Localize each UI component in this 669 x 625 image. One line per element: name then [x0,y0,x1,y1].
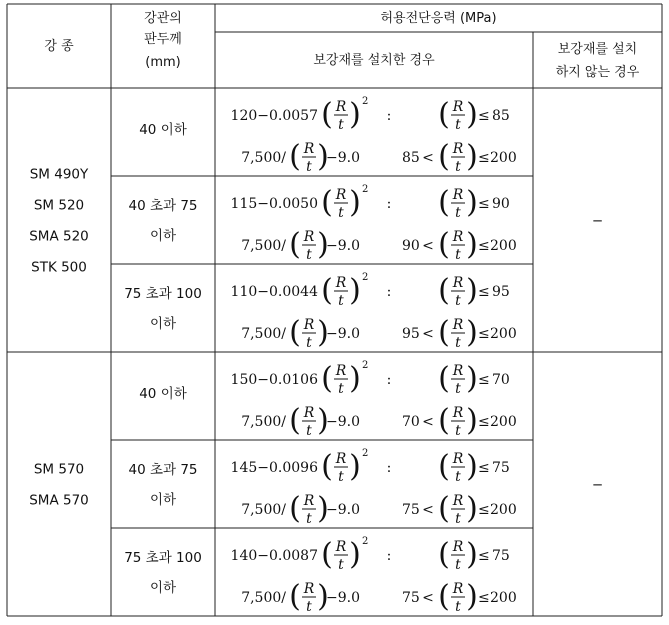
without-reinforcement-value: − [591,477,604,493]
right-paren: ) [466,315,478,350]
fraction-numerator: R [452,99,464,115]
fraction-numerator: R [303,581,315,597]
thickness-range: 이하 [149,228,177,244]
fraction-denominator: t [338,117,344,133]
fraction-numerator: R [303,141,315,157]
fraction-numerator: R [452,539,464,555]
left-paren: ( [289,315,301,350]
right-paren: ) [466,361,478,396]
right-paren: ) [466,579,478,614]
header-allowable-shear: 허용전단응력 (MPa) [380,11,497,26]
formula-1-coeff: 120−0.0057 [230,108,318,124]
fraction-numerator: R [303,493,315,509]
limit-value: 85 [492,108,510,124]
fraction-denominator: t [455,423,461,439]
upper-limit: 200 [490,238,517,254]
header-without-reinforcement: 하지 않는 경우 [555,65,640,80]
fraction-numerator: R [452,493,464,509]
right-paren: ) [466,185,478,220]
formula-separator: : [386,108,392,124]
formula-2-offset: −9.0 [326,326,360,342]
lt-symbol: < [422,326,434,342]
fraction-numerator: R [303,405,315,421]
fraction-denominator: t [455,159,461,175]
left-paren: ( [438,449,450,484]
thickness-range: 이하 [149,580,177,596]
left-paren: ( [289,227,301,262]
left-paren: ( [321,537,333,572]
steel-grade-label: SM 520 [33,197,85,214]
formula-2-coeff: 7,500/ [241,414,286,430]
fraction-r-over-t [321,96,368,133]
le-symbol: ≤ [478,414,490,430]
fraction-denominator: t [455,557,461,573]
right-paren: ) [317,403,329,438]
formula-1-coeff: 140−0.0087 [230,548,318,564]
le-symbol: ≤ [478,238,490,254]
right-paren: ) [466,537,478,572]
fraction-denominator: t [306,247,312,263]
thickness-range: 75 초과 100 [124,550,202,566]
formula-1-coeff: 150−0.0106 [230,372,318,388]
fraction-r-over-t [438,97,478,133]
fraction-numerator: R [335,99,347,115]
right-paren: ) [466,403,478,438]
exponent-2: 2 [362,272,369,283]
fraction-numerator: R [452,317,464,333]
fraction-r-over-t [321,184,368,221]
formula-2-offset: −9.0 [326,590,360,606]
fraction-denominator: t [306,599,312,615]
lower-limit: 90 [402,238,420,254]
le-symbol: ≤ [478,150,490,166]
fraction-r-over-t [289,139,329,175]
fraction-numerator: R [335,539,347,555]
fraction-numerator: R [452,229,464,245]
formula-2-coeff: 7,500/ [241,590,286,606]
right-paren: ) [466,139,478,174]
header-thickness-unit: (mm) [145,55,181,70]
thickness-range: 40 이하 [139,122,187,138]
fraction-r-over-t [438,185,478,221]
formula-2-offset: −9.0 [326,414,360,430]
fraction-denominator: t [455,205,461,221]
without-reinforcement-value: − [591,213,604,229]
fraction-r-over-t [289,403,329,439]
le-symbol: ≤ [478,326,490,342]
header-with-reinforcement: 보강재를 설치한 경우 [313,53,435,68]
formula-2-coeff: 7,500/ [241,238,286,254]
thickness-range: 이하 [149,316,177,332]
left-paren: ( [321,97,333,132]
le-symbol: ≤ [478,196,490,212]
fraction-denominator: t [455,293,461,309]
fraction-numerator: R [452,405,464,421]
lt-symbol: < [422,238,434,254]
right-paren: ) [317,139,329,174]
header-without-reinforcement: 보강재를 설치 [557,42,638,57]
fraction-numerator: R [335,363,347,379]
upper-limit: 200 [490,502,517,518]
left-paren: ( [321,361,333,396]
right-paren: ) [317,579,329,614]
lt-symbol: < [422,502,434,518]
left-paren: ( [321,449,333,484]
steel-grade-label: SMA 570 [29,492,89,509]
formula-2-coeff: 7,500/ [241,150,286,166]
right-paren: ) [317,315,329,350]
fraction-r-over-t [438,403,478,439]
right-paren: ) [317,227,329,262]
le-symbol: ≤ [478,372,490,388]
fraction-denominator: t [306,335,312,351]
lt-symbol: < [422,414,434,430]
formula-2-offset: −9.0 [326,150,360,166]
header-steel-grade: 강 종 [44,39,74,54]
lower-limit: 75 [402,590,420,606]
left-paren: ( [438,97,450,132]
formula-1-coeff: 145−0.0096 [230,460,318,476]
limit-value: 75 [492,548,510,564]
lower-limit: 85 [402,150,420,166]
fraction-denominator: t [455,599,461,615]
limit-value: 95 [492,284,510,300]
limit-value: 90 [492,196,510,212]
fraction-numerator: R [303,317,315,333]
fraction-denominator: t [338,205,344,221]
header-thickness: 강관의 [144,11,182,26]
left-paren: ( [438,537,450,572]
fraction-denominator: t [306,423,312,439]
fraction-r-over-t [438,491,478,527]
fraction-r-over-t [321,536,368,573]
left-paren: ( [438,185,450,220]
le-symbol: ≤ [478,284,490,300]
le-symbol: ≤ [478,548,490,564]
fraction-r-over-t [438,537,478,573]
fraction-denominator: t [338,557,344,573]
formula-1-coeff: 115−0.0050 [230,196,318,212]
thickness-range: 40 초과 75 [128,198,198,214]
left-paren: ( [438,579,450,614]
left-paren: ( [438,361,450,396]
lt-symbol: < [422,590,434,606]
limit-value: 70 [492,372,510,388]
fraction-denominator: t [455,117,461,133]
left-paren: ( [438,491,450,526]
right-paren: ) [466,491,478,526]
upper-limit: 200 [490,590,517,606]
thickness-range: 40 이하 [139,386,187,402]
fraction-r-over-t [289,491,329,527]
le-symbol: ≤ [478,108,490,124]
fraction-denominator: t [338,381,344,397]
fraction-denominator: t [455,247,461,263]
exponent-2: 2 [362,448,369,459]
formula-2-offset: −9.0 [326,238,360,254]
fraction-denominator: t [455,469,461,485]
lower-limit: 75 [402,502,420,518]
fraction-denominator: t [306,511,312,527]
exponent-2: 2 [362,536,369,547]
formula-2-offset: −9.0 [326,502,360,518]
le-symbol: ≤ [478,590,490,606]
fraction-numerator: R [452,581,464,597]
lower-limit: 95 [402,326,420,342]
right-paren: ) [349,537,361,572]
left-paren: ( [321,273,333,308]
fraction-r-over-t [438,139,478,175]
steel-grade-label: SM 570 [33,461,85,478]
le-symbol: ≤ [478,502,490,518]
formula-separator: : [386,372,392,388]
formula-2-coeff: 7,500/ [241,502,286,518]
fraction-r-over-t [438,361,478,397]
right-paren: ) [349,97,361,132]
fraction-numerator: R [335,451,347,467]
limit-value: 75 [492,460,510,476]
header-thickness: 판두께 [144,32,182,47]
right-paren: ) [349,449,361,484]
lower-limit: 70 [402,414,420,430]
thickness-range: 40 초과 75 [128,462,198,478]
left-paren: ( [438,273,450,308]
le-symbol: ≤ [478,460,490,476]
fraction-r-over-t [289,579,329,615]
right-paren: ) [349,361,361,396]
fraction-denominator: t [455,381,461,397]
fraction-numerator: R [335,187,347,203]
fraction-r-over-t [289,227,329,263]
thickness-range: 이하 [149,492,177,508]
fraction-r-over-t [321,272,368,309]
right-paren: ) [466,227,478,262]
fraction-r-over-t [438,315,478,351]
fraction-numerator: R [452,141,464,157]
right-paren: ) [466,273,478,308]
fraction-r-over-t [321,360,368,397]
fraction-r-over-t [321,448,368,485]
thickness-range: 75 초과 100 [124,286,202,302]
left-paren: ( [289,139,301,174]
fraction-r-over-t [438,579,478,615]
upper-limit: 200 [490,150,517,166]
fraction-numerator: R [452,275,464,291]
right-paren: ) [349,185,361,220]
right-paren: ) [317,491,329,526]
formula-separator: : [386,196,392,212]
upper-limit: 200 [490,326,517,342]
left-paren: ( [438,403,450,438]
left-paren: ( [321,185,333,220]
fraction-denominator: t [338,469,344,485]
formula-separator: : [386,460,392,476]
steel-grade-label: SMA 520 [29,228,89,245]
fraction-r-over-t [289,315,329,351]
fraction-denominator: t [455,335,461,351]
fraction-denominator: t [306,159,312,175]
lt-symbol: < [422,150,434,166]
formula-1-coeff: 110−0.0044 [230,284,318,300]
fraction-r-over-t [438,273,478,309]
left-paren: ( [438,315,450,350]
left-paren: ( [289,403,301,438]
steel-grade-label: SM 490Y [29,166,89,183]
exponent-2: 2 [362,360,369,371]
fraction-numerator: R [335,275,347,291]
fraction-denominator: t [338,293,344,309]
fraction-denominator: t [455,511,461,527]
exponent-2: 2 [362,96,369,107]
upper-limit: 200 [490,414,517,430]
fraction-r-over-t [438,449,478,485]
fraction-numerator: R [452,187,464,203]
fraction-numerator: R [452,451,464,467]
steel-grade-label: STK 500 [31,259,87,276]
fraction-r-over-t [438,227,478,263]
right-paren: ) [466,449,478,484]
right-paren: ) [466,97,478,132]
fraction-numerator: R [452,363,464,379]
fraction-numerator: R [303,229,315,245]
formula-2-coeff: 7,500/ [241,326,286,342]
left-paren: ( [438,227,450,262]
formula-separator: : [386,284,392,300]
left-paren: ( [289,579,301,614]
left-paren: ( [289,491,301,526]
left-paren: ( [438,139,450,174]
right-paren: ) [349,273,361,308]
exponent-2: 2 [362,184,369,195]
formula-separator: : [386,548,392,564]
